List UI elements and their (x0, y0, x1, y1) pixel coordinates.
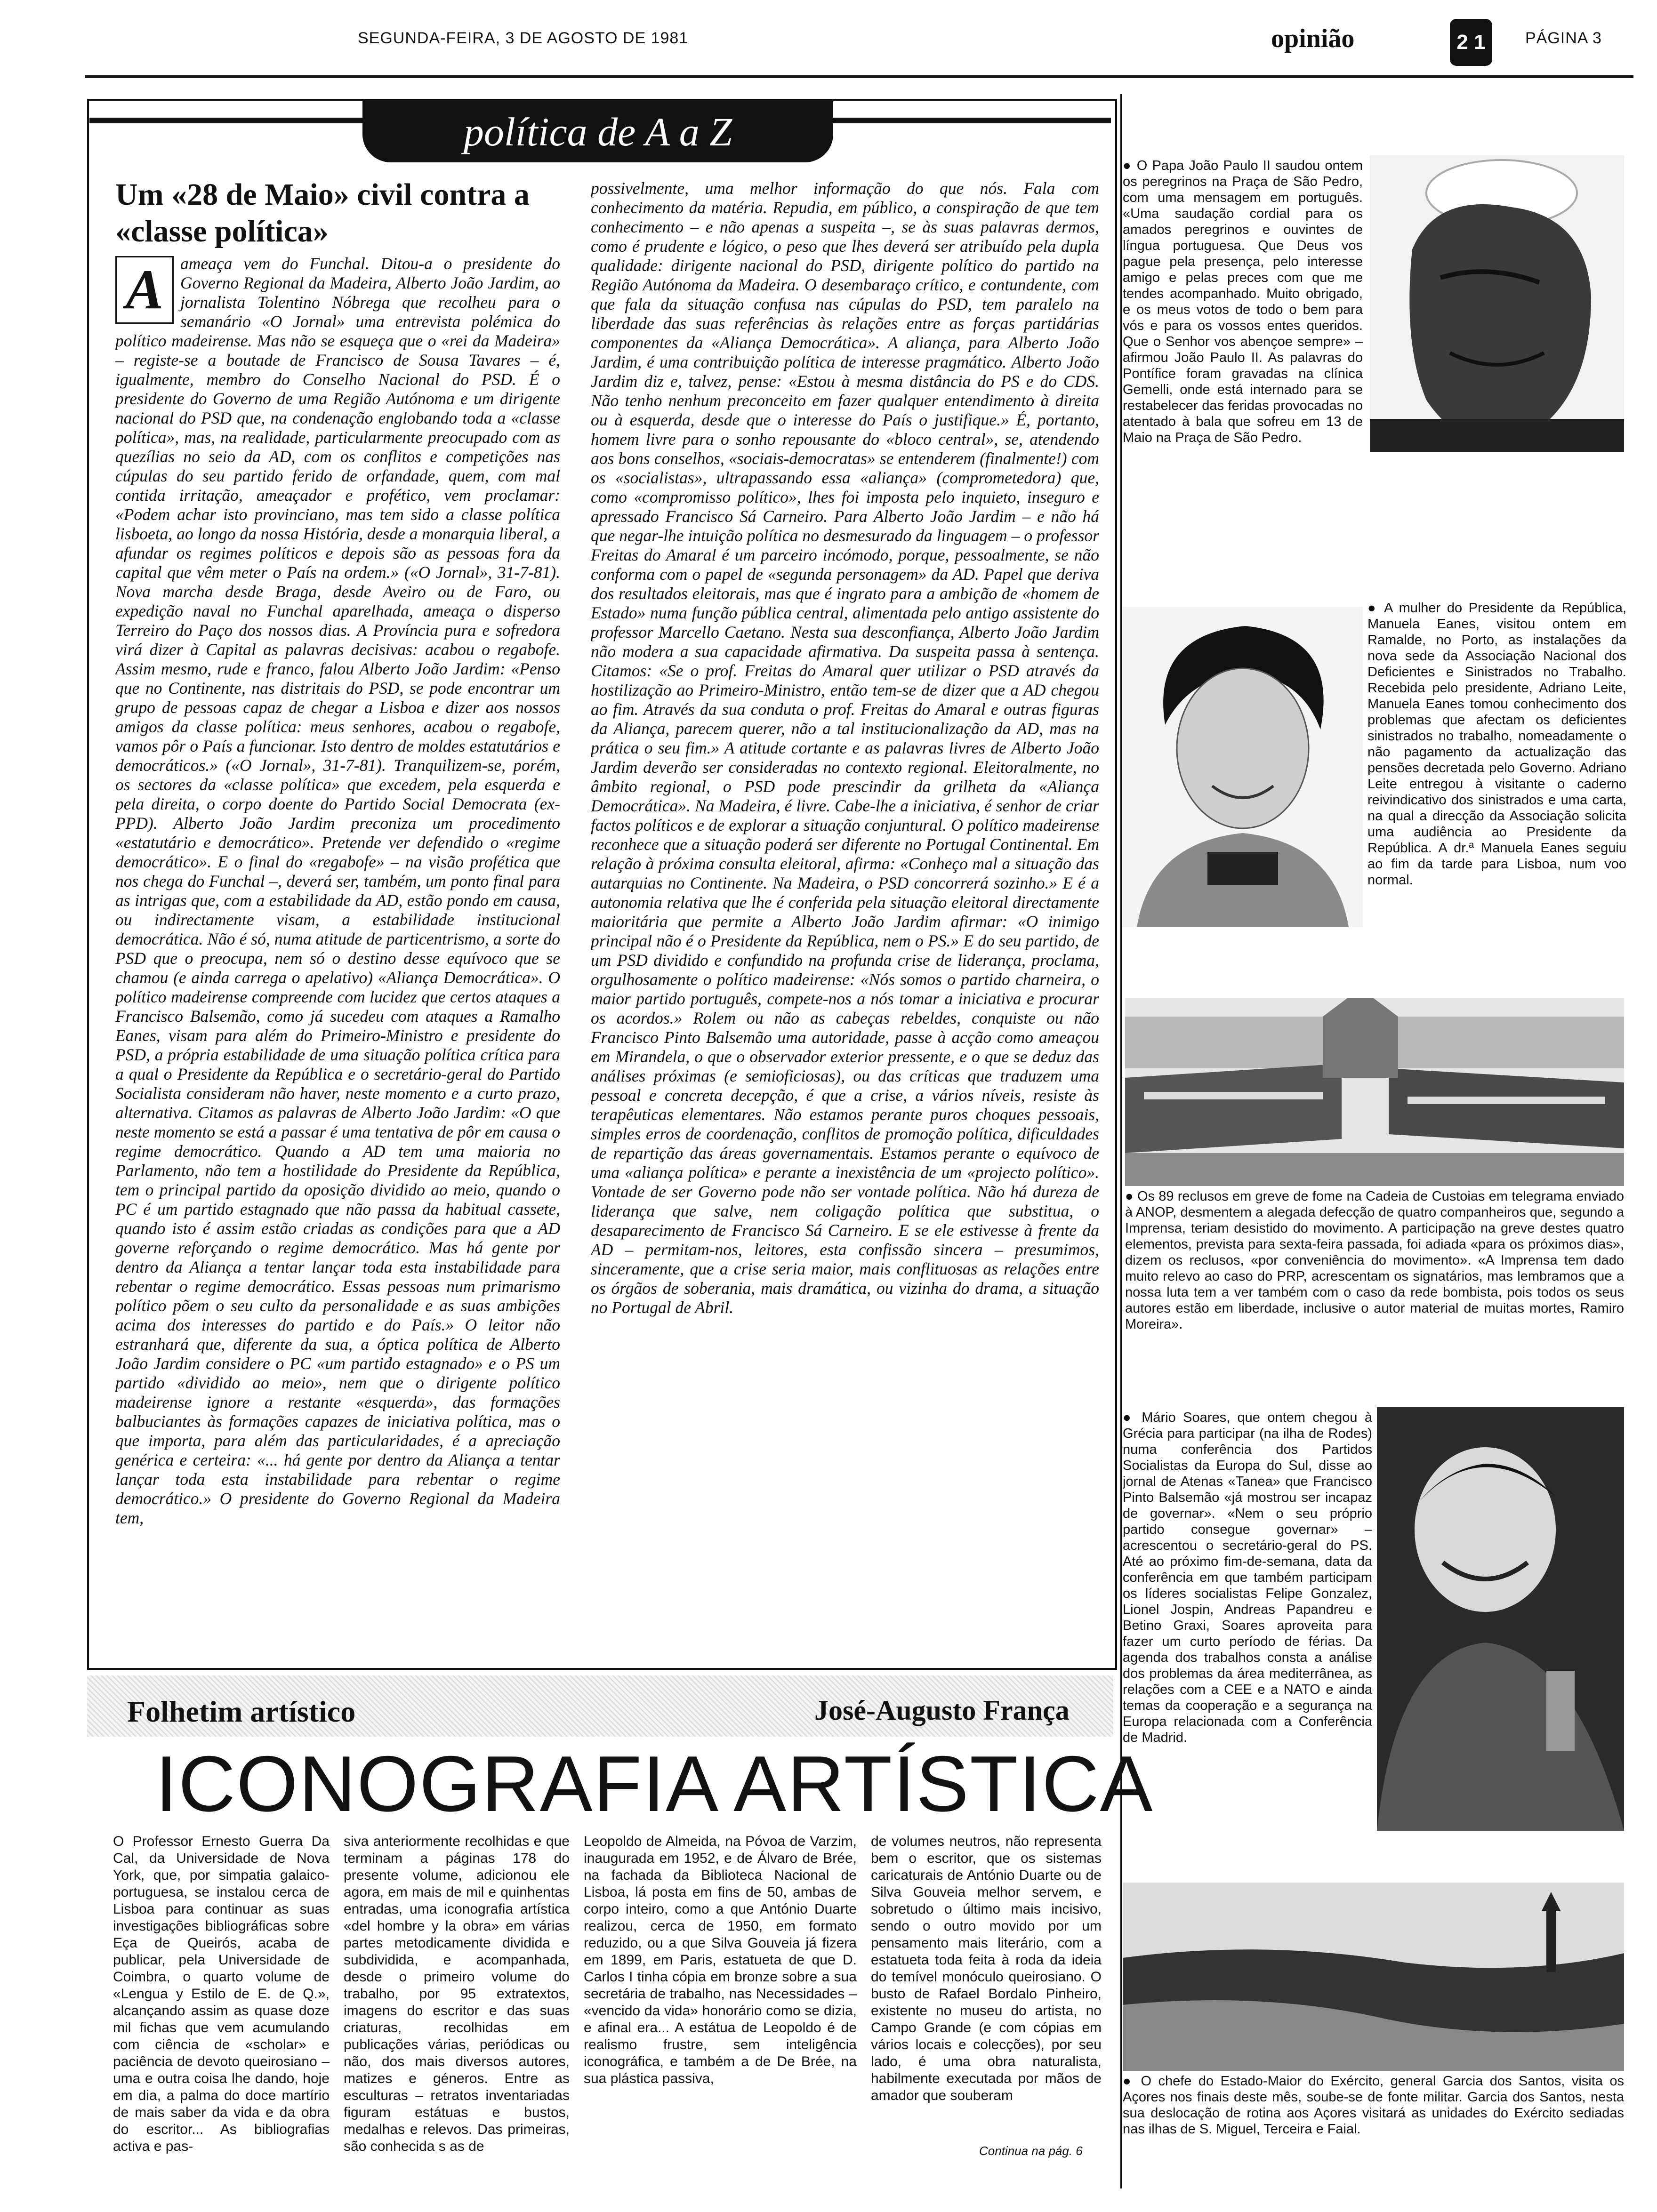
azores-caption (1123, 2073, 1624, 2200)
manuela-text: A mulher do Presidente da República, Manuela Eanes, visitou ontem em Ramalde, no Porto, as instalações da nova sede da Associação Nacional dos Deficientes e Sinistrados no Trabalho. Recebida pelo presidente, Adriano Leite, Manuela Eanes tomou conhecimento dos problemas que afectam os deficientes sinistrados no trabalho, nomeadamente o não pagamento da actualização das pensões decretada pelo Governo. Adriano Leite entregou à visitante o caderno reivindicativo dos sinistrados e uma carta, na qual a direcção da Associação solicita uma audiência ao Presidente da República. A dr.ª Manuela Eanes seguiu ao fim da tarde para Lisboa, num voo normal. (1367, 601, 1626, 888)
folhetim-column-2: siva anteriormente recolhidas e que terminam a páginas 178 do presente volume, adicionou ele agora, em mais de mil e quinhentas entradas, uma iconografia artística «del hombre y la obra» em várias partes metodicamente dividida e subdividida, e acompanhada, desde o primeiro volume do trabalho, por 95 extratextos, imagens do escritor e das suas criaturas, recolhidas em publicações várias, periódicas ou não, dos mais diversos autores, matizes e géneros. Entre as esculturas – retratos inventariadas figuram estátuas e bustos, medalhas e relevos. Das primeiras, são conhecida s as de (344, 1834, 570, 2154)
bullet-icon: ● (1123, 2074, 1141, 2089)
bullet-icon: ● (1123, 1410, 1142, 1425)
article-column-2: possivelmente, uma melhor informação do que nós. Fala com conhecimento da matéria. Repudia, em público, a conspiração de que tem conhecimento – e não apenas a suspeita –, se às suas palavras dermos, como é prudente e lógico, o peso que lhes deverá ser atribuído pela dupla qualidade: dirigente nacional do PSD, dirigente político do partido na Região Autónoma da Madeira. O desembaraço crítico, e contundente, com que fala da situação confusa nas cúpulas do PSD, tem paralelo na liberdade das suas referências às relações entre as forças partidárias componentes da «Aliança Democrática». A aliança, para Alberto João Jardim, é uma contribuição política de interesse pragmático. Alberto João Jardim diz e, talvez, pense: «Estou à mesma distância do PS e do CDS. Não tenho nenhum preconceito em fazer qualquer entendimento à direita ou à esquerda, desde que o interesse do País o justifique.» É, portanto, homem livre para o sonho repousante do «bloco central», se, atendendo aos bons conselhos, «sociais-democratas» se entenderem (finalmente!) com os «socialistas», ultrapassando essa «aliança» (comprometedora) que, como «compromisso político», lhes foi imposta pelo inquieto, inseguro e apressado Francisco Sá Carneiro. Para Alberto João Jardim – e não há que negar-lhe intuição política no desmesurado da linguagem – o professor Freitas do Amaral é um parceiro incómodo, porque, pessoalmente, se não conforma com o papel de «segunda personagem» da AD. Papel que deriva dos resultados eleitorais, mas que é ingrato para a ambição de «homem de Estado» numa função pública central, alimentada pelo antigo assistente do professor Marcello Caetano. Nesta sua desconfiança, Alberto João Jardim não modera a sua capacidade afirmativa. Da suspeita passa à sentença. Citamos: «Se o prof. Freitas do Amaral quer utilizar o PSD através da hostilização ao Primeiro-Ministro, então tem-se de dizer que a AD chegou ao fim. Através da sua conduta o prof. Freitas do Amaral e outras figuras da Aliança, parecem querer, não a tal institucionalização da AD, mas na prática o seu fim.» A atitude cortante e as palavras livres de Alberto João Jardim deverão ser consideradas no contexto regional. Eleitoralmente, no âmbito regional, o PSD pode prescindir da grilheta da «Aliança Democrática». Na Madeira, é livre. Cabe-lhe a iniciativa, é senhor de criar factos políticos e de explorar a situação conjuntural. O político madeirense reconhece que a situação poderá ser diferente no Portugal Continental. Em relação à próxima consulta eleitoral, afirma: «Conheço mal a situação das autarquias no Continente. Na Madeira, o PSD concorrerá sozinho.» E é a autonomia relativa que lhe é conferida pela situação eleitoral directamente maioritária que permite a Alberto João Jardim afirmar: «O inimigo principal não é o Presidente da República, nem o PS.» E do seu partido, de um PSD dividido e confundido na profunda crise de liderança, proclama, orgulhosamente o político madeirense: «Nós somos o partido charneira, o maior partido português, compete-nos a nós tomar a iniciativa e procurar os acordos.» Rolem ou não as cabeças rebeldes, conquiste ou não Francisco Pinto Balsemão uma autoridade, passe à acção como ameaçou em Mirandela, o que o observador exterior pressente, e o que se deduz das análises próximas (e semioficiosas), ou das críticas que traduzem uma pessoal e concreta decepção, é que a crise, a vários níveis, resiste às terapêuticas elementares. Não estamos perante puros choques pessoais, simples erros de coordenação, conflitos de promoção política, dificuldades de repartição das áreas governamentais. Estamos perante o equívoco de uma «aliança política» e perante a inexistência de um «projecto político». Vontade de ser Governo pode não ser vontade política. Não há dureza de liderança que salve, nem coligação política que substitua, o desaparecimento de Francisco Sá Carneiro. E se ele estivesse à frente da AD – permitam-nos, leitores, esta confissão sincera – presumimos, sinceramente, que a crise seria maior, mais conflituosas as relações entre os órgãos de soberania, mais dramática, ou vizinha do drama, a situação no Portugal de Abril. (591, 179, 1099, 1317)
article-column-1 (115, 254, 560, 1657)
soares-photo (1377, 1407, 1624, 1831)
folhetim-author: José-Augusto França (814, 1695, 1070, 1726)
manuela-caption (1367, 600, 1626, 958)
prison-building-image (1125, 998, 1624, 1186)
custoias-caption (1125, 1188, 1624, 1395)
continue-note: Continua na pág. 6 (979, 2144, 1083, 2158)
soares-portrait-image (1377, 1407, 1624, 1831)
manuela-photo (1123, 607, 1363, 927)
landscape-image (1123, 1883, 1624, 2071)
folhetim-label: Folhetim artístico (127, 1695, 356, 1728)
papa-photo (1370, 155, 1624, 452)
drop-cap: A (115, 256, 174, 324)
article-text-1: ameaça vem do Funchal. Ditou-a o presidente do Governo Regional da Madeira, Alberto João Jardim, ao jornalista Tolentino Nóbrega que recolheu para o semanário «O Jornal» uma entrevista polémica do político madeirense. Mas não se esqueça que o «rei da Madeira» – registe-se a boutade de Francisco de Sousa Tavares – é, igualmente, membro do Conselho Nacional do PSD. É o presidente do Governo de uma Região Autónoma e um dirigente nacional do PSD que, na condenação englobando toda a «classe política», mas, na realidade, particularmente preocupado com as quezílias no seio da AD, com os conflitos e competições nas cúpulas do seu partido ferido de orfandade, quem, com mal contida irritação, ameaçador e profético, vem proclamar: «Podem achar isto provinciano, mas tem sido a classe política lisboeta, ao longo da nossa História, desde a monarquia liberal, a afundar os regimes políticos e depois são as pessoas fora da capital que vêm meter o País na ordem.» («O Jornal», 31-7-81). Nova marcha desde Braga, desde Aveiro ou de Faro, ou expedição naval no Funchal aparelhada, ameaça o disperso Terreiro do Paço dos nossos dias. A Província pura e sofredora virá dizer à Capital as palavras decisivas: acabou o regabofe. Assim mesmo, rude e franco, falou Alberto João Jardim: «Penso que no Continente, nas distritais do PSD, se pode encontrar um grupo de pessoas capaz de chegar a Lisboa e dizer aos nossos amigos da classe política: meus senhores, acabou o regabofe, vamos pôr o País a funcionar. Isto dentro de moldes estatutários e democráticos.» («O Jornal», 31-7-81). Tranquilizem-se, porém, os sectores da «classe política» que excedem, pela esquerda e pela direita, o corpo doente do Partido Social Democrata (ex-PPD). Alberto João Jardim preconiza um procedimento «estatutário e democrático». Pretende ver defendido o «regime democrático». E o final do «regabofe» – na visão profética que nos chega do Funchal –, deverá ser, também, um ponto final para as intrigas que, com a estabilidade da AD, estão pondo em causa, ou indirectamente visam, a estabilidade institucional democrática. Não é só, numa atitude de particentrismo, a sorte do PSD que o preocupa, nem só o destino desse equívoco que se chamou (e ainda carrega o apelativo) «Aliança Democrática». O político madeirense compreende com lucidez que certos ataques a Francisco Balsemão, como já sucedeu com ataques a Ramalho Eanes, visam para além do Primeiro-Ministro e presidente do PSD, a própria estabilidade de uma situação política crítica para a qual o Presidente da República e o secretário-geral do Partido Socialista consideram não haver, neste momento e a curto prazo, alternativa. Citamos as palavras de Alberto João Jardim: «O que neste momento se está a passar é uma tentativa de pôr em causa o regime democrático. Quando a AD tem uma maioria no Parlamento, não tem a hostilidade do Presidente da República, tem o principal partido da oposição dividido ao meio, quando o PC é um partido estagnado que não passa da habitual cassete, quando isto é assim estão criadas as condições para que a AD governe reforçando o regime democrático. Mas há gente por dentro da Aliança a tentar lançar toda esta instabilidade para rebentar o regime democrático. Essas pessoas num primarismo político põem o seu culto da personalidade e as suas ambições acima dos interesses do partido e do País.» O leitor não estranhará que, diferente da sua, a óptica política de Alberto João Jardim considere o PC «um partido estagnado» e o PS um partido «dividido ao meio», nem que o dirigente político madeirense ignore a restante «esquerda», das formações balbuciantes às formações capazes de iniciativa política, mas o que importa, para além das particularidades, é a apreciação genérica e certeira: «... há gente por dentro da Aliança a tentar lançar toda esta instabilidade para rebentar o regime democrático.» O presidente do Governo Regional da Madeira tem, (115, 254, 560, 1527)
masthead-date: SEGUNDA-FEIRA, 3 DE AGOSTO DE 1981 (358, 29, 689, 47)
section-title: opinião (1271, 24, 1355, 53)
azores-text: O chefe do Estado-Maior do Exército, general Garcia dos Santos, visita os Açores nos finais deste mês, soube-se de fonte militar. Garcia dos Santos, nesta sua deslocação de rotina aos Açores visitará as unidades do Exército sediadas nas ilhas de S. Miguel, Terceira e Faial. (1123, 2074, 1624, 2137)
papa-text: O Papa João Paulo II saudou ontem os peregrinos na Praça de São Pedro, com uma mensagem em português. «Uma saudação cordial para os amados peregrinos e ouvintes de língua portuguesa. Que Deus vos pague pela presença, pelo interesse amigo e pelas preces com que me tendes acompanhado. Muito obrigado, e os meus votos de todo o bem para vós e para os vossos entes queridos. Que o Senhor vos abençoe sempre» – afirmou João Paulo II. As palavras do Pontífice foram gravadas na clínica Gemelli, onde está internado para se restabelecer das feridas provocadas no atentado à bala que sofreu em 13 de Maio na Praça de São Pedro. (1123, 158, 1363, 445)
bullet-icon: ● (1125, 1189, 1137, 1204)
folhetim-column-4: de volumes neutros, não representa bem o escritor, que os sistemas caricaturais de António Duarte ou de Silva Gouveia melhor servem, e sobretudo o último mais incisivo, sendo o outro movido por um pensamento mais literário, com a estatueta toda feita à roda da ideia do temível monóculo queirosiano. O busto de Rafael Bordalo Pinheiro, existente no museu do artista, no Campo Grande (e com cópias em vários locais e colecções), por seu lado, é uma obra naturalista, habilmente executada por mãos de amador que souberam (871, 1834, 1102, 2103)
column-banner: política de A a Z (362, 101, 833, 162)
page-badge: 2 1 (1450, 19, 1492, 66)
papa-portrait-image (1370, 155, 1624, 452)
manuela-portrait-image (1123, 607, 1363, 927)
bullet-icon: ● (1123, 158, 1137, 173)
folhetim-column-3: Leopoldo de Almeida, na Póvoa de Varzim, inaugurada em 1952, e de Álvaro de Brée, na fachada da Biblioteca Nacional de Lisboa, lá posta em fins de 50, ambas de corpo inteiro, como a que António Duarte realizou, cerca de 1950, em formato reduzido, ou a que Silva Gouveia já fizera em 1899, em Paris, estatueta de que D. Carlos I tinha cópia em bronze sobre a sua secretária de trabalho, nas Necessidades – «vencido da vida» honorário como se dizia, e afinal era... A estátua de Leopoldo é de realismo frustre, sem inteligência iconográfica, e também a de De Brée, na sua plástica passiva, (584, 1834, 857, 2086)
page-number: PÁGINA 3 (1525, 29, 1602, 47)
bullet-icon: ● (1367, 601, 1384, 616)
folhetim-column-1: O Professor Ernesto Guerra Da Cal, da Universidade de Nova York, que, por simpatia galaico-portuguesa, se instalou cerca de Lisboa para continuar as suas investigações bibliográficas sobre Eça de Queirós, acaba de publicar, pela Universidade de Coimbra, o quarto volume de «Lengua y Estilo de E. de Q.», alcançando assim as quase doze mil fichas que vem acumulando com ciência de «scholar» e paciência de devoto queirosiano – uma e outra coisa lhe dando, hoje em dia, a palma do doce martírio de mais saber da vida e da obra do escritor... As bibliografias activa e pas- (113, 1834, 330, 2154)
soares-text: Mário Soares, que ontem chegou à Grécia para participar (na ilha de Rodes) numa conferência dos Partidos Socialistas da Europa do Sul, disse ao jornal de Atenas «Tanea» que Francisco Pinto Balsemão «já mostrou ser incapaz de governar». «Nem o seu próprio partido consegue governar» – acrescentou o secretário-geral do PS. Até ao próximo fim-de-semana, data da conferência em que também participam os líderes socialistas Felipe Gonzalez, Lionel Jospin, Andreas Papandreu e Betino Graxi, Soares aproveita para fazer um curto período de férias. Da agenda dos trabalhos consta a análise dos problemas da área mediterrânea, as relações com a CEE e a NATO e ainda temas da cooperação e a segurança na Europa relacionada com a Conferência de Madrid. (1123, 1410, 1372, 1745)
custoias-photo (1125, 998, 1624, 1186)
folhetim-title: ICONOGRAFIA ARTÍSTICA (155, 1739, 1154, 1828)
sidebar-rule (1120, 94, 1122, 2188)
papa-caption (1123, 158, 1363, 468)
article-headline: Um «28 de Maio» civil contra a «classe política» (115, 177, 530, 248)
masthead-rule (85, 75, 1633, 78)
azores-photo (1123, 1883, 1624, 2071)
soares-caption (1123, 1410, 1372, 1880)
custoias-text: Os 89 reclusos em greve de fome na Cadeia de Custoias em telegrama enviado à ANOP, desmentem a alegada defecção de quatro companheiros que, segundo a Imprensa, teriam desistido do movimento. A participação na greve destes quatro elementos, prevista para sexta-feira passada, foi adiada «para os próximos dias», dizem os reclusos, «por conveniência do movimento». «A Imprensa tem dado muito relevo ao caso do PRP, acrescentam os signatários, mas lembramos que a nossa luta tem a ver também com o caso da rede bombista, pois todos os seus autores estão em liberdade, inclusive o autor material de muitas mortes, Ramiro Moreira». (1125, 1189, 1624, 1332)
